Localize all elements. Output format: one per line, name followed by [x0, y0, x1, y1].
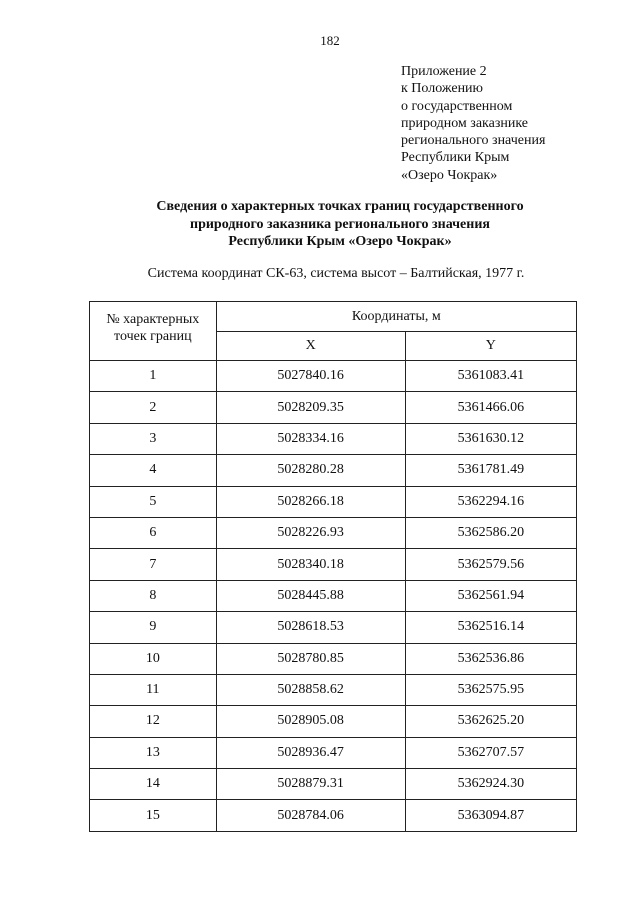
x-coordinate-cell: 5028266.18: [216, 486, 405, 517]
x-coordinate-cell: 5028280.28: [216, 455, 405, 486]
x-coordinate-cell: 5028334.16: [216, 423, 405, 454]
x-coordinate-cell: 5028879.31: [216, 769, 405, 800]
point-number-cell: 11: [90, 674, 217, 705]
document-title: [0, 198, 640, 251]
x-coordinate-cell: 5028858.62: [216, 674, 405, 705]
point-number-cell: 12: [90, 706, 217, 737]
x-coordinate-cell: 5028780.85: [216, 643, 405, 674]
y-coordinate-cell: 5362536.86: [405, 643, 576, 674]
y-coordinate-cell: 5361083.41: [405, 361, 576, 392]
coordinates-header: Координаты, м: [216, 302, 576, 332]
point-number-header-line1: № характерных: [106, 312, 200, 327]
y-coordinate-cell: 5362579.56: [405, 549, 576, 580]
x-header: X: [216, 332, 405, 361]
table-row: [90, 549, 577, 580]
point-number-cell: 3: [90, 423, 217, 454]
point-number-cell: 13: [90, 737, 217, 768]
table-row: [90, 486, 577, 517]
y-coordinate-cell: 5362294.16: [405, 486, 576, 517]
title-line: природного заказника регионального значения: [190, 216, 490, 232]
point-number-header: [90, 302, 217, 361]
x-coordinate-cell: 5028784.06: [216, 800, 405, 831]
table-row: [90, 580, 577, 611]
point-number-cell: 5: [90, 486, 217, 517]
x-coordinate-cell: 5028905.08: [216, 706, 405, 737]
table-row: [90, 455, 577, 486]
table-row: [90, 706, 577, 737]
y-coordinate-cell: 5362586.20: [405, 517, 576, 548]
coordinate-system-note: Система координат СК-63, система высот – Балтийская, 1977 г.: [147, 266, 525, 281]
table-row: [90, 800, 577, 831]
page-number: 182: [320, 33, 340, 48]
table-row: [90, 737, 577, 768]
appendix-line: регионального значения: [401, 133, 546, 149]
point-number-cell: 6: [90, 517, 217, 548]
appendix-line: природном заказнике: [401, 115, 529, 131]
point-number-cell: 8: [90, 580, 217, 611]
appendix-line: «Озеро Чокрак»: [401, 167, 498, 183]
y-header: Y: [405, 332, 576, 361]
point-number-cell: 4: [90, 455, 217, 486]
x-coordinate-cell: 5028226.93: [216, 517, 405, 548]
point-number-cell: 10: [90, 643, 217, 674]
x-coordinate-cell: 5028340.18: [216, 549, 405, 580]
appendix-line: Республики Крым: [401, 150, 510, 166]
title-line: Сведения о характерных точках границ государственного: [156, 199, 524, 214]
appendix-line: Приложение 2: [401, 64, 487, 79]
y-coordinate-cell: 5363094.87: [405, 800, 576, 831]
table-row: [90, 423, 577, 454]
title-line: Республики Крым «Озеро Чокрак»: [228, 234, 452, 249]
table-row: [90, 769, 577, 800]
y-coordinate-cell: 5362924.30: [405, 769, 576, 800]
y-coordinate-cell: 5362516.14: [405, 612, 576, 643]
boundary-points-table: [89, 301, 577, 832]
x-coordinate-cell: 5028936.47: [216, 737, 405, 768]
y-coordinate-cell: 5361630.12: [405, 423, 576, 454]
x-coordinate-cell: 5028618.53: [216, 612, 405, 643]
y-coordinate-cell: 5362561.94: [405, 580, 576, 611]
y-coordinate-cell: 5362575.95: [405, 674, 576, 705]
point-number-cell: 14: [90, 769, 217, 800]
point-number-cell: 1: [90, 361, 217, 392]
point-number-cell: 7: [90, 549, 217, 580]
table-row: [90, 612, 577, 643]
table-row: [90, 392, 577, 423]
table-row: [90, 517, 577, 548]
y-coordinate-cell: 5362707.57: [405, 737, 576, 768]
table-row: [90, 361, 577, 392]
y-coordinate-cell: 5361781.49: [405, 455, 576, 486]
appendix-line: к Положению: [401, 81, 484, 97]
appendix-line: о государственном: [401, 98, 513, 114]
table-row: [90, 643, 577, 674]
x-coordinate-cell: 5028445.88: [216, 580, 405, 611]
appendix-caption: [401, 63, 545, 184]
x-coordinate-cell: 5028209.35: [216, 392, 405, 423]
table-row: [90, 674, 577, 705]
point-number-cell: 15: [90, 800, 217, 831]
point-number-cell: 2: [90, 392, 217, 423]
point-number-header-line2: точек границ: [114, 329, 192, 344]
point-number-cell: 9: [90, 612, 217, 643]
x-coordinate-cell: 5027840.16: [216, 361, 405, 392]
y-coordinate-cell: 5362625.20: [405, 706, 576, 737]
y-coordinate-cell: 5361466.06: [405, 392, 576, 423]
